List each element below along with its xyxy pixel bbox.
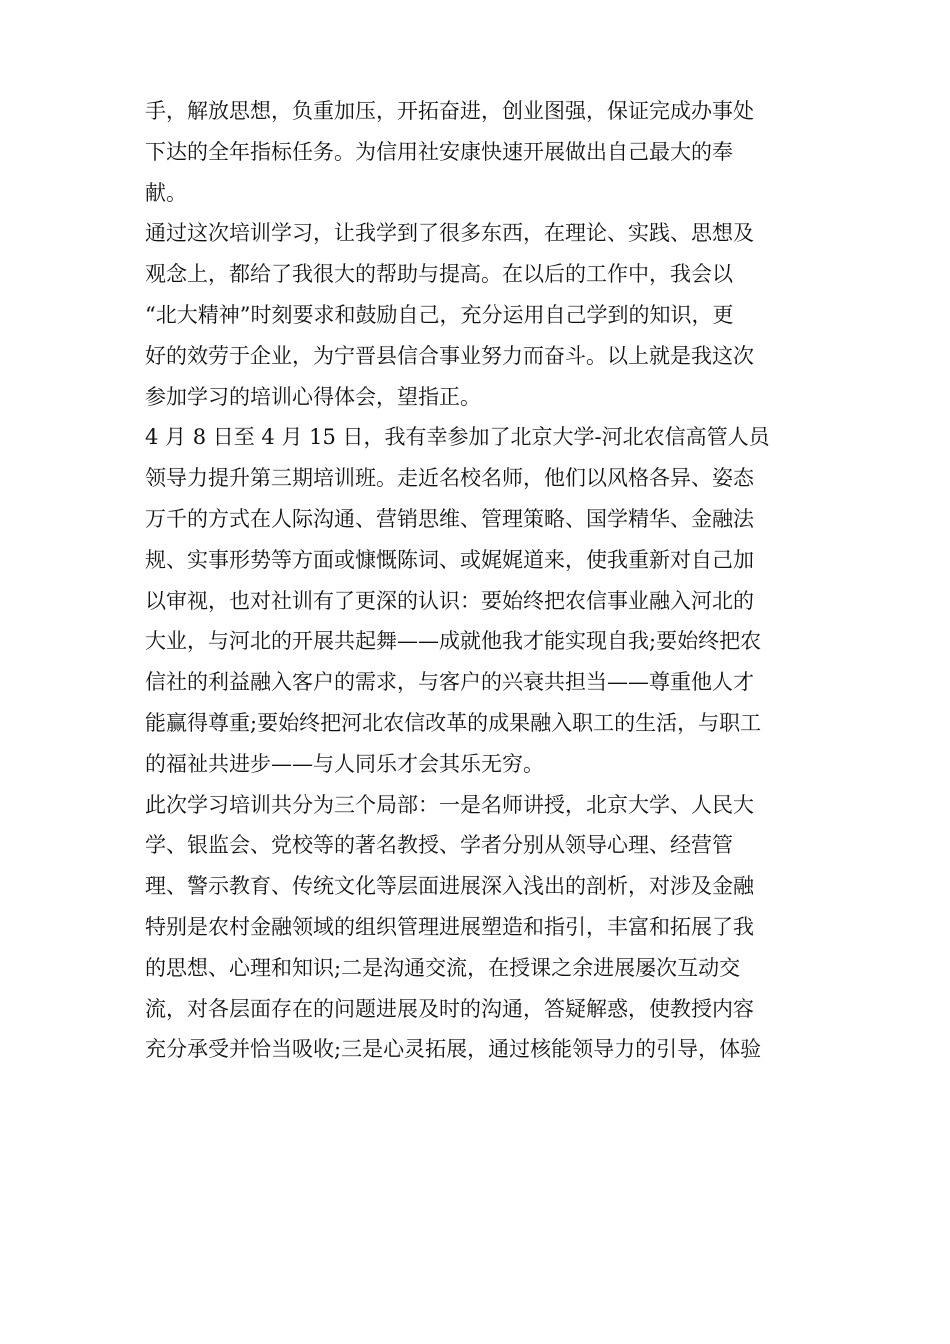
- text-line: 观念上，都给了我很大的帮助与提高。在以后的工作中，我会以: [145, 262, 733, 287]
- text-line: 充分承受并恰当吸收;三是心灵拓展，通过核能领导力的引导，体验: [145, 1037, 762, 1062]
- text-line: 4 月 8 日至 4 月 15 日，我有幸参加了北京大学-河北农信高管人员: [145, 425, 770, 450]
- text-line: 特别是农村金融领域的组织管理进展塑造和指引，丰富和拓展了我: [145, 914, 754, 939]
- text-line: 万千的方式在人际沟通、营销思维、管理策略、国学精华、金融法: [145, 506, 754, 531]
- text-line: “北大精神”时刻要求和鼓励自己，充分运用自己学到的知识，更: [145, 302, 734, 327]
- text-line: 以审视，也对社训有了更深的认识：要始终把农信事业融入河北的: [145, 588, 754, 613]
- text-line: 献。: [145, 180, 187, 205]
- text-line: 好的效劳于企业，为宁晋县信合事业努力而奋斗。以上就是我这次: [145, 343, 754, 368]
- text-line: 的福祉共进步——与人同乐才会其乐无穷。: [145, 751, 544, 776]
- text-line: 参加学习的培训心得体会，望指正。: [145, 384, 481, 409]
- text-line: 学、银监会、党校等的著名教授、学者分别从领导心理、经营管: [145, 833, 733, 858]
- text-line: 领导力提升第三期培训班。走近名校名师，他们以风格各异、姿态: [145, 466, 754, 491]
- text-line: 通过这次培训学习，让我学到了很多东西，在理论、实践、思想及: [145, 221, 754, 246]
- text-line: 理、警示教育、传统文化等层面进展深入浅出的剖析，对涉及金融: [145, 874, 754, 899]
- text-line: 手，解放思想，负重加压，开拓奋进，创业图强，保证完成办事处: [145, 99, 754, 123]
- document-body: [145, 91, 817, 1070]
- text-line: 此次学习培训共分为三个局部：一是名师讲授，北京大学、人民大: [145, 792, 754, 817]
- text-line: 能赢得尊重;要始终把河北农信改革的成果融入职工的生活，与职工: [145, 710, 762, 735]
- text-line: 下达的全年指标任务。为信用社安康快速开展做出自己最大的奉: [145, 139, 733, 164]
- text-line: 流，对各层面存在的问题进展及时的沟通，答疑解惑，使教授内容: [145, 996, 754, 1021]
- text-line: 大业，与河北的开展共起舞——成就他我才能实现自我;要始终把农: [145, 629, 762, 654]
- text-line: 信社的利益融入客户的需求，与客户的兴衰共担当——尊重他人才: [145, 670, 754, 695]
- text-line: 的思想、心理和知识;二是沟通交流，在授课之余进展屡次互动交: [145, 955, 741, 980]
- text-line: 规、实事形势等方面或慷慨陈词、或娓娓道来，使我重新对自己加: [145, 547, 754, 572]
